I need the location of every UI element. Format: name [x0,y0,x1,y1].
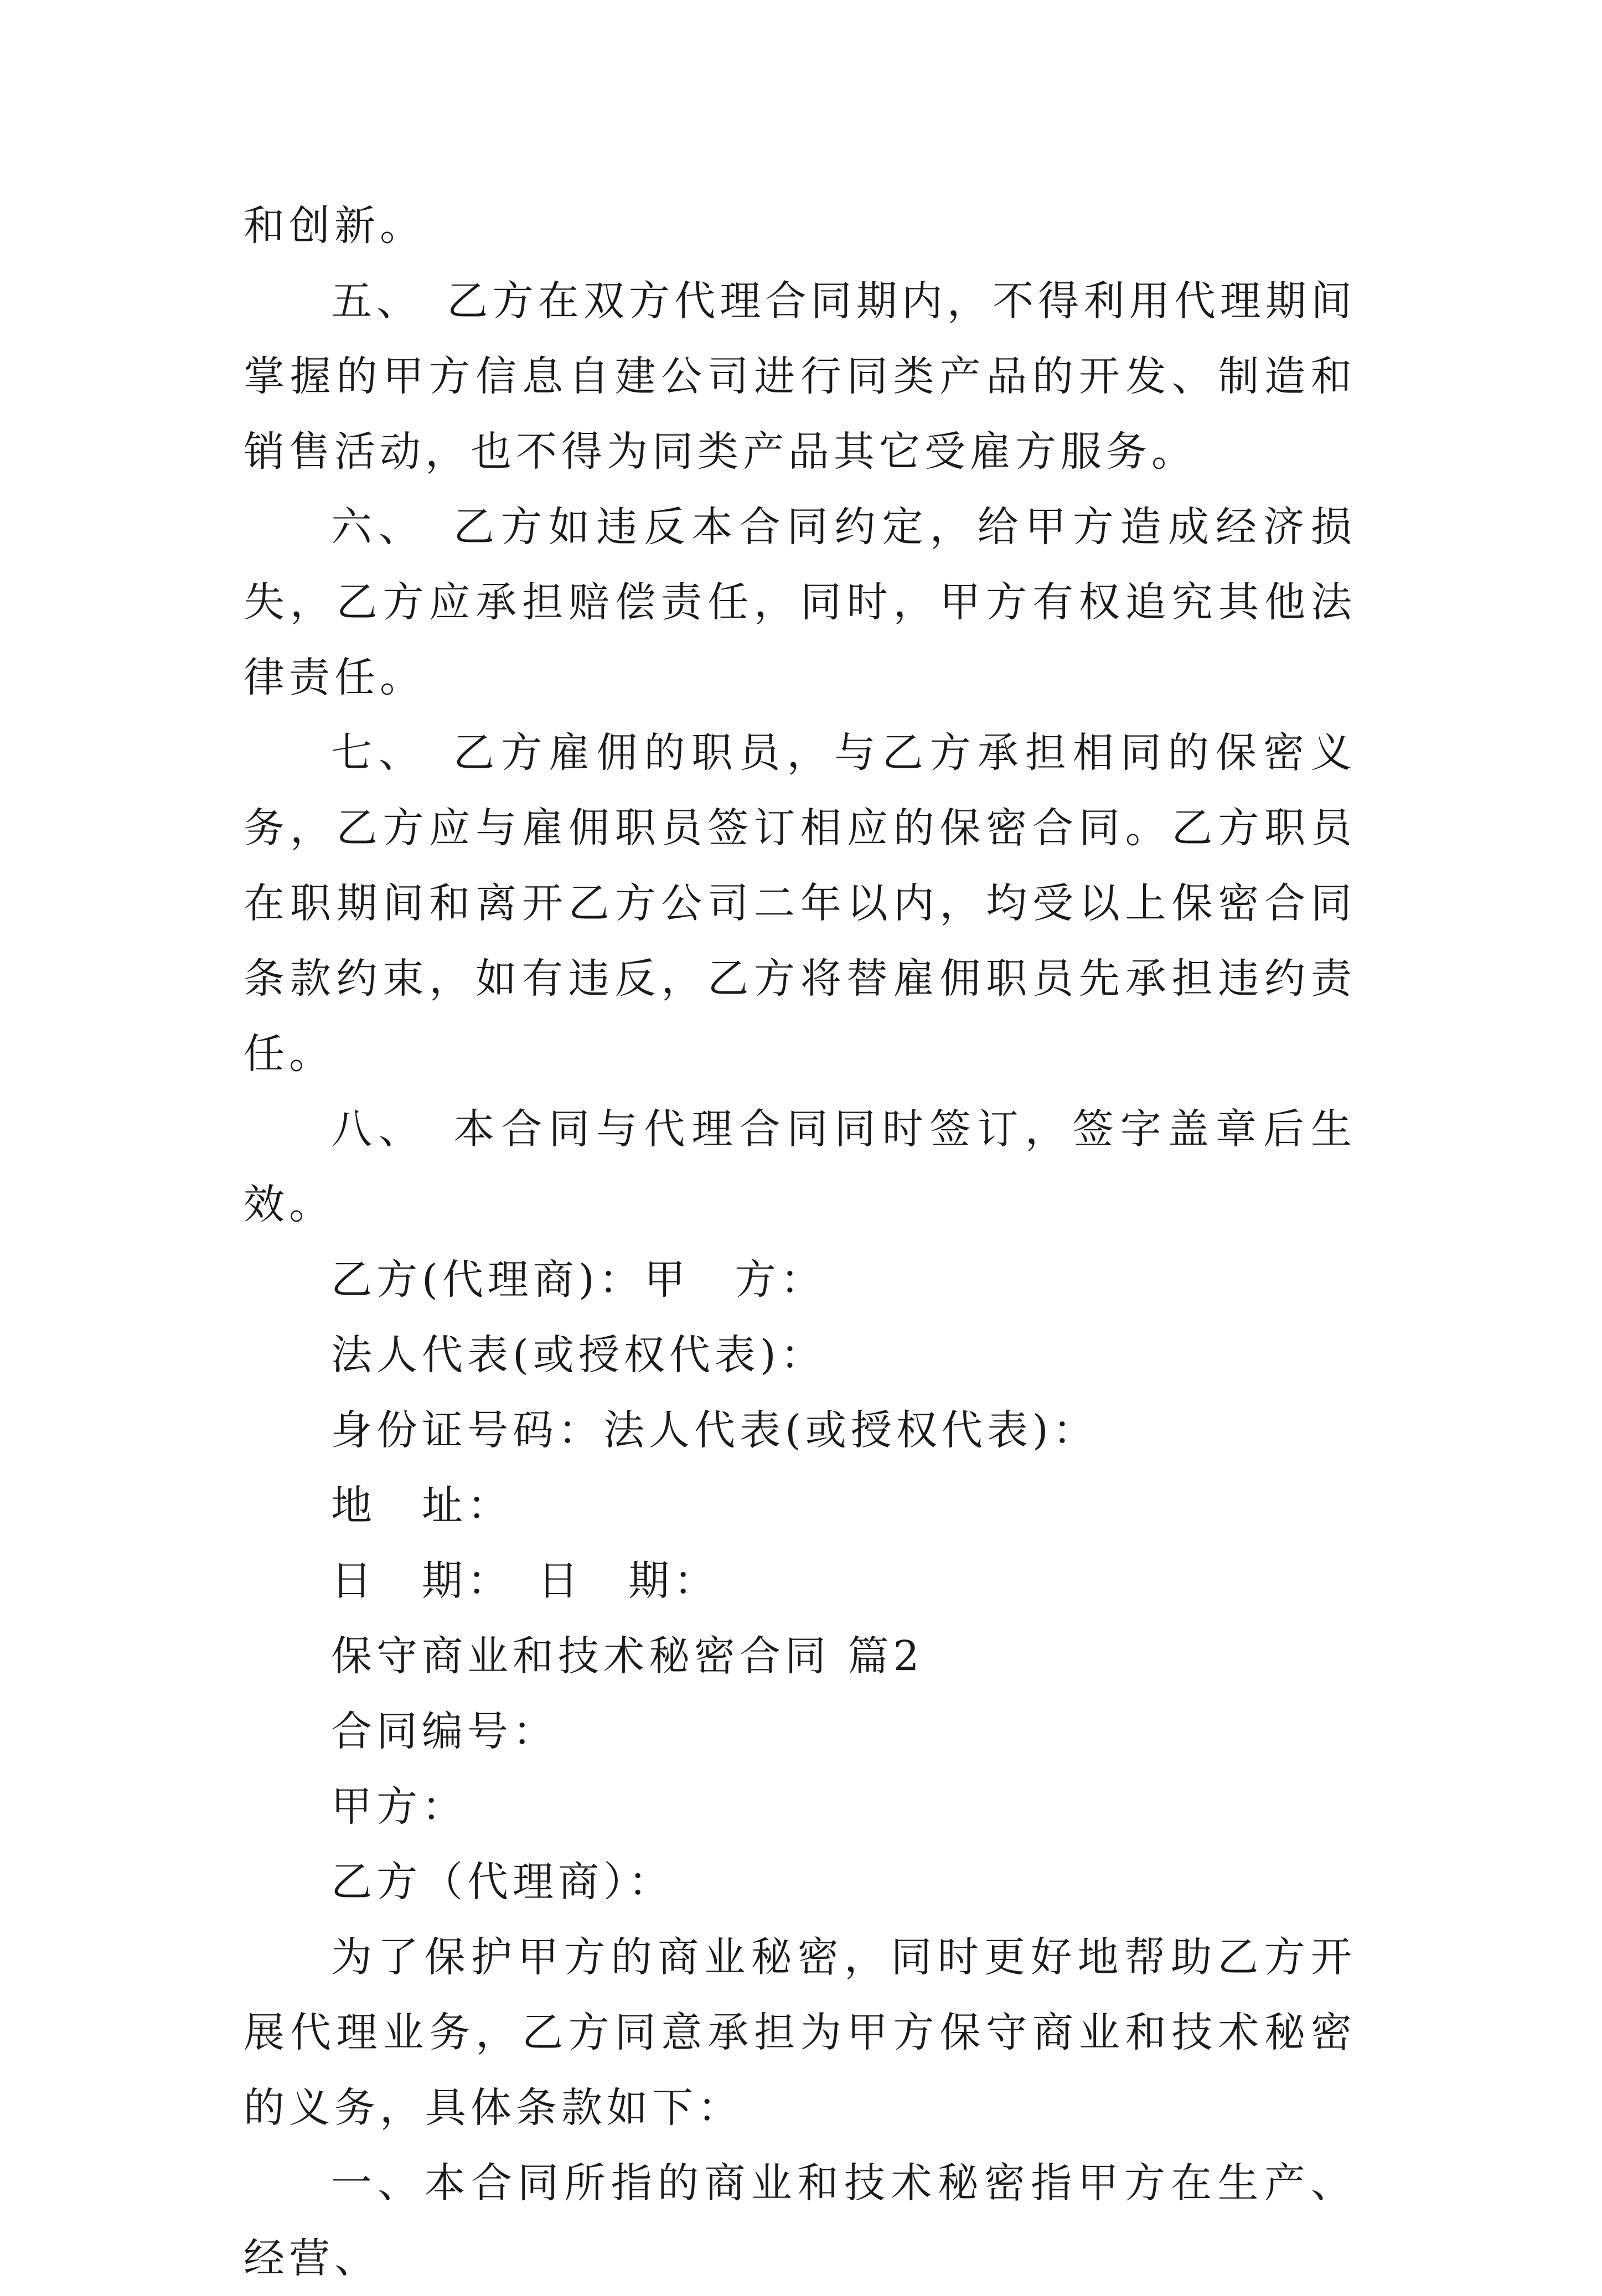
signature-address-line: 地 址： [331,1482,513,1529]
clause-six: 六、 乙方如违反本合同约定，给甲方造成经济损失，乙方应承担赔偿责任，同时，甲方有权追究其他法律责任。 [244,503,1356,701]
clause-seven: 七、 乙方雇佣的职员，与乙方承担相同的保密义务，乙方应与雇佣职员签订相应的保密合同。乙方职员在职期间和离开乙方公司二年以内，均受以上保密合同条款约束，如有违反，乙方将替雇佣职员先承担违约责任。 [244,729,1356,1078]
clause-one: 一、本合同所指的商业和技术秘密指甲方在生产、经营、 [244,2159,1356,2282]
signature-party-line: 乙方(代理商)：甲 方： [331,1256,826,1304]
section-title: 保守商业和技术秘密合同 篇2 [331,1632,924,1680]
contract-number-label: 合同编号： [331,1708,558,1755]
clause-eight: 八、 本合同与代理合同同时签订，签字盖章后生效。 [244,1105,1356,1228]
signature-legal-rep-line: 法人代表(或授权代表)： [331,1331,826,1379]
signature-date-line: 日 期： 日 期： [331,1557,719,1605]
paragraph-continuation: 和创新。 [244,202,425,250]
clause-five: 五、 乙方在双方代理合同期内，不得利用代理期间掌握的甲方信息自建公司进行同类产品的开发、制造和销售活动，也不得为同类产品其它受雇方服务。 [244,277,1356,475]
signature-id-line: 身份证号码：法人代表(或授权代表)： [331,1406,1098,1454]
document-body [244,188,1356,2296]
party-a-label: 甲方： [331,1783,467,1830]
party-b-label: 乙方（代理商）： [331,1858,674,1906]
section-intro: 为了保护甲方的商业秘密，同时更好地帮助乙方开展代理业务，乙方同意承担为甲方保守商业和技术秘密的义务，具体条款如下： [244,1933,1356,2132]
